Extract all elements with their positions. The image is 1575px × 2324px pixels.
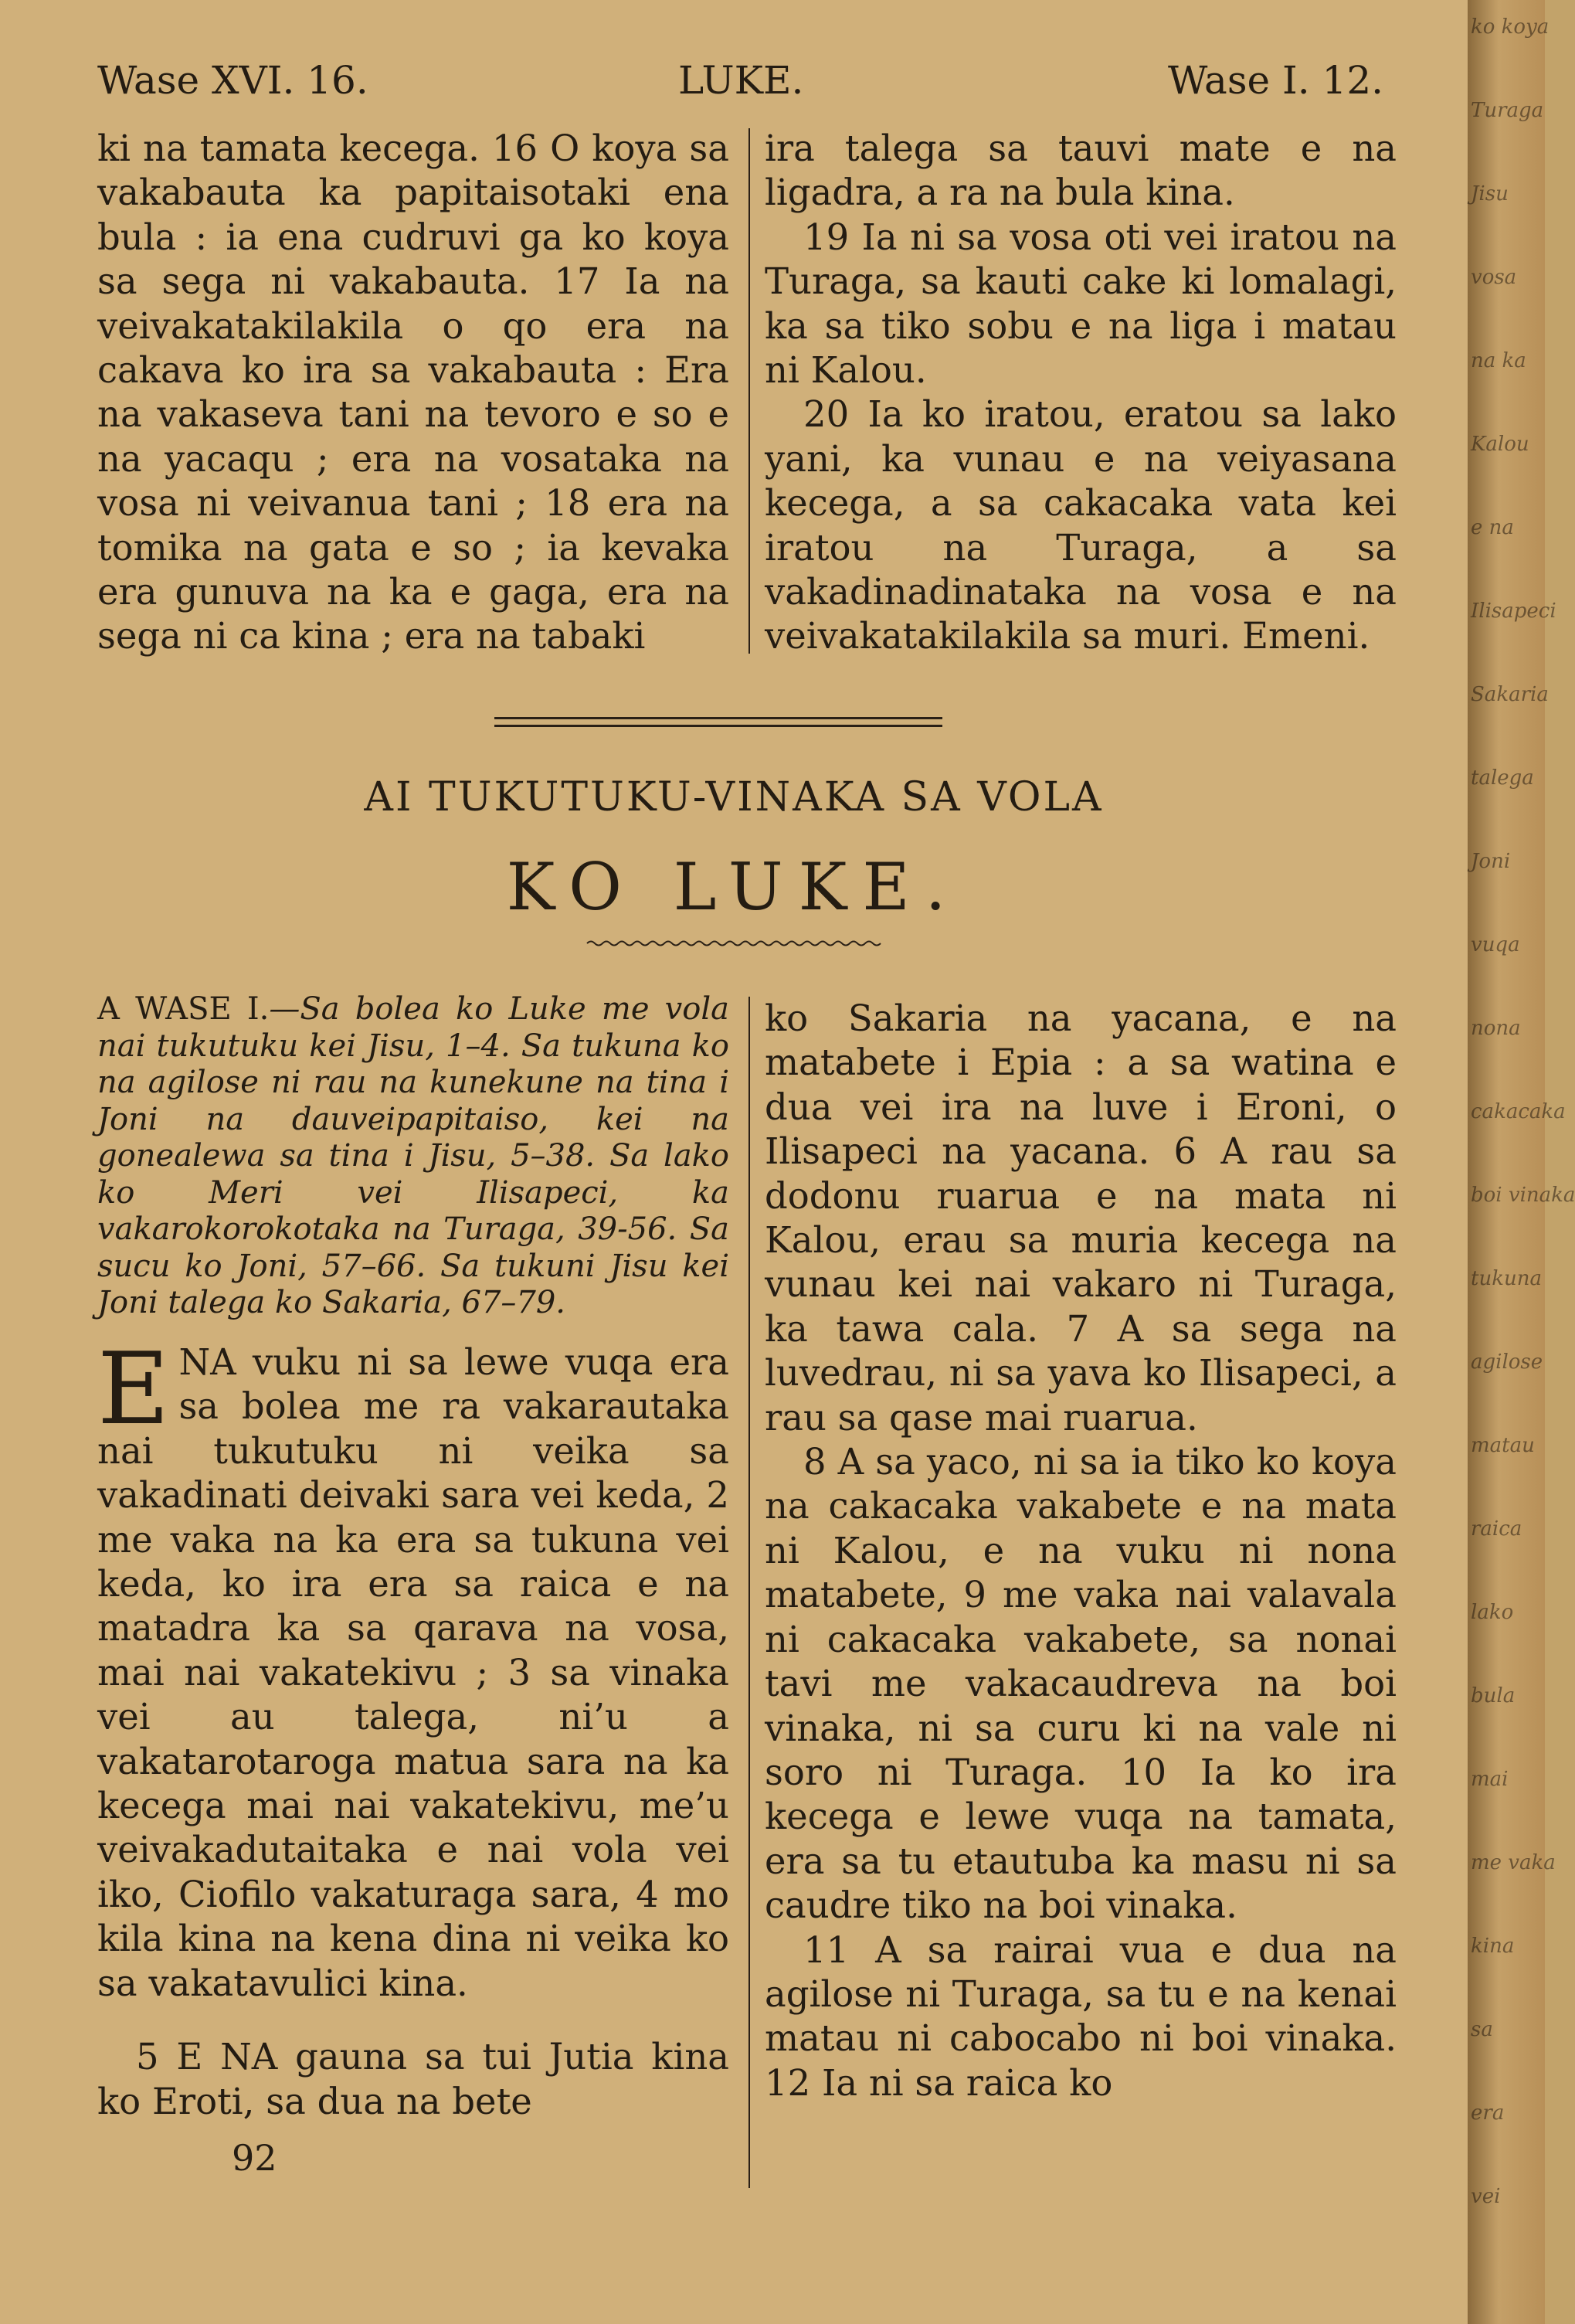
- bleed-fragment: matau: [1471, 1434, 1535, 1457]
- paragraph: 11 A sa rairai vua e dua na agilose ni Turaga, sa tu e na kenai matau ni cabocabo ni boi vinaka. 12 Ia ni sa raica ko: [765, 1928, 1397, 2104]
- bleed-fragment: Sakaria: [1471, 683, 1549, 706]
- book-title-line1: AI TUKUTUKU-VINAKA SA VOLA: [364, 774, 1104, 821]
- bleed-fragment: bula: [1471, 1684, 1516, 1707]
- bleed-fragment: e na: [1471, 516, 1514, 539]
- bleed-fragment: agilose: [1471, 1351, 1543, 1374]
- drop-cap: E: [97, 1332, 170, 1447]
- book-title-line2: KO LUKE.: [506, 849, 962, 925]
- bleed-fragment: vosa: [1471, 266, 1517, 289]
- ornamental-wavy-rule: [587, 938, 881, 949]
- bleed-fragment: na ka: [1471, 349, 1526, 372]
- paragraph: ko Sakaria na yacana, e na matabete i Epia : a sa watina e dua vei ira na luve i Eroni, o Ilisapeci na yacana. 6 A rau sa dodonu ruarua e na mata ni Kalou, erau sa muria kecega na vunau kei nai vakaro ni Turaga, ka tawa cala. 7 A sa sega na luvedrau, ni sa yava ko Ilisapeci, a rau sa qase mai ruarua.: [765, 997, 1397, 1439]
- bleed-fragment: Ilisapeci: [1471, 600, 1556, 623]
- bottom-left-column: [97, 1332, 729, 2124]
- bleed-fragment: Turaga: [1471, 99, 1544, 122]
- bleed-fragment: Kalou: [1471, 433, 1529, 456]
- bleed-fragment: talega: [1471, 766, 1534, 790]
- chapter-summary-heading: A WASE I.: [97, 991, 270, 1027]
- paragraph: 20 Ia ko iratou, eratou sa lako yani, ka vunau e na veiyasana kecega, a sa cakacaka vata kei iratou na Turaga, a sa vakadinadinataka na vosa e na veivakatakilakila sa muri. Emeni.: [765, 393, 1397, 657]
- chapter-summary: [97, 991, 729, 1322]
- top-left-column: [97, 127, 729, 659]
- bleed-fragment: ko koya: [1471, 15, 1550, 39]
- paragraph-body: vuku ni sa lewe vuqa era sa bolea me ra vakarautaka nai tukutuku ni veika sa vakadinati deivaki sara vei keda, 2 me vaka na ka era sa tukuna vei keda, ko ira era sa raica e na matadra ka sa qarava na vosa, mai nai vakatekivu ; 3 sa vinaka vei au talega, ni’u a vakatarotaroga matua sara na ka kecega mai nai vakatekivu, me’u veivakadutaitaka e nai vola vei iko, Ciofilo vakaturaga sara, 4 mo kila kina na kena dina ni veika ko sa vakatavulici kina.: [97, 1341, 729, 2004]
- bleed-fragment: boi vinaka: [1471, 1184, 1575, 1207]
- bleed-fragment: Jisu: [1471, 182, 1509, 206]
- bottom-right-column: [765, 997, 1397, 2105]
- bleed-fragment: nona: [1471, 1017, 1521, 1040]
- paragraph: 19 Ia ni sa vosa oti vei iratou na Turaga, sa kauti cake ki lomalagi, ka sa tiko sobu e na liga i matau ni Kalou.: [765, 216, 1397, 392]
- running-head-left: Wase XVI. 16.: [97, 58, 368, 103]
- chapter-summary-text: —Sa bolea ko Luke me vola nai tukutuku kei Jisu, 1–4. Sa tukuna ko na agilose ni rau na kunekune na tina i Joni na dauveipapitaiso, kei na gonealewa sa tina i Jisu, 5–38. Sa lako ko Meri vei Ilisapeci, ka vakarokorokotaka na Turaga, 39-56. Sa sucu ko Joni, 57–66. Sa tukuni Jisu kei Joni talega ko Sakaria, 67–79.: [97, 991, 729, 1320]
- section-double-rule-lower: [494, 725, 942, 727]
- paragraph: 5 E NA gauna sa tui Jutia kina ko Eroti, sa dua na bete: [97, 2036, 729, 2122]
- first-words: NA: [178, 1341, 236, 1383]
- section-double-rule-upper: [494, 717, 942, 719]
- bleed-fragment: mai: [1471, 1768, 1509, 1791]
- bleed-fragment: tukuna: [1471, 1267, 1542, 1290]
- running-head-right: Wase I. 12.: [1168, 58, 1384, 103]
- column-divider-bottom: [748, 997, 750, 2188]
- bleed-fragment: vuqa: [1471, 933, 1520, 956]
- bleed-fragment: vei: [1471, 2185, 1501, 2208]
- bleed-fragment: raica: [1471, 1517, 1522, 1541]
- page-number: 92: [232, 2137, 277, 2179]
- running-head-center: LUKE.: [678, 58, 804, 103]
- column-divider-top: [748, 128, 750, 654]
- adjacent-page-bleed: [1468, 0, 1575, 2324]
- bleed-fragment: kina: [1471, 1935, 1515, 1958]
- bleed-fragment: cakacaka: [1471, 1100, 1566, 1123]
- paragraph: ira talega sa tauvi mate e na ligadra, a ra na bula kina.: [765, 127, 1397, 214]
- bleed-fragment: lako: [1471, 1601, 1514, 1624]
- paragraph: ki na tamata kecega. 16 O koya sa vakabauta ka papitaisotaki ena bula : ia ena cudruvi ga ko koya sa sega ni vakabauta. 17 Ia na veivakatakilakila o qo era na cakava ko ira sa vakabauta : Era na vakaseva tani na tevoro e so e na yacaqu ; era na vosataka na vosa ni veivanua tani ; 18 era na tomika na gata e so ; ia kevaka era gunuva na ka e gaga, era na sega ni ca kina ; era na tabaki: [97, 127, 729, 657]
- bleed-fragment: era: [1471, 2101, 1505, 2125]
- top-right-column: [765, 127, 1397, 659]
- bleed-fragment: sa: [1471, 2018, 1493, 2041]
- bleed-fragment: me vaka: [1471, 1851, 1556, 1874]
- paragraph: [97, 1332, 729, 2006]
- bleed-fragment: Joni: [1471, 850, 1511, 873]
- paragraph: 8 A sa yaco, ni sa ia tiko ko koya na cakacaka vakabete e na mata ni Kalou, e na vuku ni nona matabete, 9 me vaka nai valavala ni cakacaka vakabete, sa nonai tavi me vakacaudreva na boi vinaka, ni sa curu ki na vale ni soro ni Turaga. 10 Ia ko ira kecega e lewe vuqa na tamata, era sa tu etautuba ka masu ni sa caudre tiko na boi vinaka.: [765, 1441, 1397, 1927]
